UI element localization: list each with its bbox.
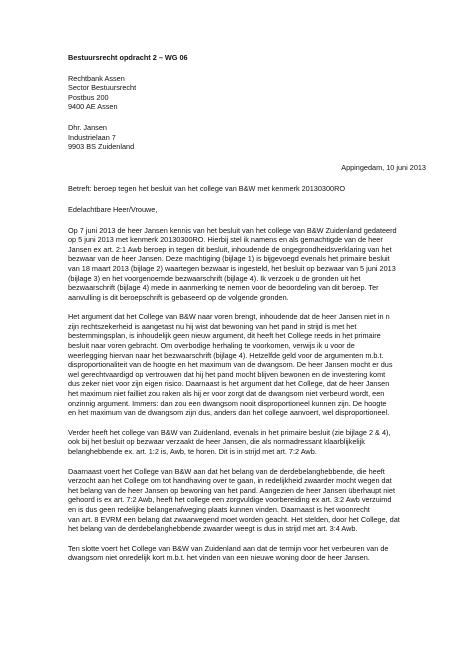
letter-subject: Betreft: beroep tegen het besluit van het college van B&W met kenmerk 20130300RO xyxy=(68,184,346,194)
sender-line: Industrielaan 7 xyxy=(68,132,116,142)
recipient-line: Sector Bestuursrecht xyxy=(68,83,137,93)
paragraph-line: het belang van de derdebelanghebbende zwaarder weegt is dus in strijd met art. 3:4 Awb. xyxy=(68,524,358,534)
paragraph-line: en is dus geen redelijke belangenafweging plaats kunnen vinden. Daarnaast is het woonrecht xyxy=(68,504,370,514)
paragraph-line: (bijlage 3) en het voorgenoemde bezwaarschrift (bijlage 4). Ik verzoek u de gronden uit het xyxy=(68,273,361,283)
paragraph-line: Jansen ex art. 2:1 Awb beroep in tegen dit besluit, inhoudende de ongegrondheidsverklaring van het xyxy=(68,244,392,254)
paragraph-line: belanghebbende ex. art. 1:2 is, Awb, te horen. Dit is in strijd met art. 7:2 Awb. xyxy=(68,447,317,456)
paragraph-line: dwangsom niet onredelijk kort m.b.t. het vinden van een nieuwe woning door de heer Jansen. xyxy=(68,553,370,563)
paragraph-line: ook bij het besluit op bezwaar verzaakt de heer Jansen, die als normadressant klaarblijkelijk xyxy=(68,437,365,447)
recipient-address xyxy=(68,74,426,112)
recipient-line: Rechtbank Assen xyxy=(68,73,125,83)
paragraph-line: onzinnig argument. Immers: dan zou een dwangsom nooit disproportioneel kunnen zijn. De hoogte xyxy=(68,398,387,408)
paragraph-line: op 5 juni 2013 met kenmerk 20130300RO. Hierbij stel ik namens en als gemachtigde van de heer xyxy=(68,235,383,245)
paragraph-line: Het argument dat het College van B&W naar voren brengt, inhoudende dat de heer Jansen niet in n xyxy=(68,312,390,322)
paragraph-line: verzocht aan het College om tot handhaving over te gaan, in redelijkheid zwaarder mocht wegen dat xyxy=(68,476,392,486)
paragraph-line: weerlegging hiervan naar het bezwaarschrift (bijlage 4). Hetzelfde geld voor de argumenten m.b.t. xyxy=(68,350,384,360)
recipient-line: 9400 AE Assen xyxy=(68,102,118,112)
paragraph-line: gehoord is ex art. 7:2 Awb, heeft het college een zorgvuldige voorbereiding ex art. 3:2 Awb verzuimd xyxy=(68,495,392,505)
paragraph-line: bezwaar van de heer Jansen. Deze machtiging (bijlage 1) is bijgevoegd evenals het primaire besluit xyxy=(68,254,390,264)
paragraph-line: bezwaarschrift (bijlage 4) mede in aanmerking te nemen voor de beoordeling van dit beroep. Ter xyxy=(68,283,379,293)
paragraph-line: het maximum niet failliet zou raken als hij er voor zorgt dat de dwangsom niet verbeurd wordt, een xyxy=(68,389,385,399)
paragraph-line: disproportionaliteit van de hoogte en het maximum van de dwangsom. De heer Jansen mocht er dus xyxy=(68,360,393,370)
letter-date: Appingedam, 10 juni 2013 xyxy=(341,162,426,172)
paragraph-line: besluit naar voren gebracht. Om overbodige herhaling te voorkomen, verwijs ik u voor de xyxy=(68,341,355,351)
paragraph-line: van art. 8 EVRM een belang dat zwaarwegend moet worden geacht. Het stelden, door het College, dat xyxy=(68,514,400,524)
paragraph-line: wel gerechtvaardigd op vertrouwen dat hij het pand mocht blijven bewonen en de investering komt xyxy=(68,369,386,379)
sender-line: Dhr. Jansen xyxy=(68,122,107,132)
body-paragraph xyxy=(68,312,426,418)
letter-body xyxy=(68,226,426,563)
paragraph-line: zijn rechtszekerheid is aangetast nu hij wist dat bewoning van het pand in strijd is met het xyxy=(68,321,357,331)
paragraph-line: dus zeker niet voor zijn eigen risico. Daarnaast is het argument dat het College, dat de heer Jansen xyxy=(68,379,390,389)
paragraph-line: bestemmingsplan, is inhoudelijk geen nieuw argument, dit heeft het College reeds in het primaire xyxy=(68,331,381,341)
paragraph-line: Verder heeft het college van B&W van Zuidenland, evenals in het primaire besluit (zie bijlage 2 & 4), xyxy=(68,427,391,437)
document-title: Bestuursrecht opdracht 2 – WG 06 xyxy=(68,53,188,62)
paragraph-line: Op 7 juni 2013 de heer Jansen kennis van het besluit van het college van B&W Zuidenland gedateerd xyxy=(68,225,397,235)
paragraph-line: Ten slotte voert het College van B&W van Zuidenland aan dat de termijn voor het verbeuren van de xyxy=(68,543,389,553)
salutation: Edelachtbare Heer/Vrouwe, xyxy=(68,204,158,214)
body-paragraph xyxy=(68,544,426,563)
paragraph-line: het belang van de heer Jansen op bewoning van het pand. Aangezien de heer Jansen überhaupt niet xyxy=(68,485,395,495)
paragraph-line: Daarnaast voert het College van B&W aan dat het belang van de derdebelanghebbende, die heeft xyxy=(68,466,385,476)
paragraph-line: en het maximum van de dwangsom zijn dus, anders dan het college aanvoert, wel disproportioneel. xyxy=(68,408,390,418)
paragraph-line: aanvulling is dit beroepschrift is gebaseerd op de volgende gronden. xyxy=(68,292,289,302)
paragraph-line: van 18 maart 2013 (bijlage 2) waartegen bezwaar is ingesteld, het besluit op bezwaar van 5 juni 2013 xyxy=(68,263,396,273)
body-paragraph xyxy=(68,428,426,457)
body-paragraph xyxy=(68,226,426,303)
recipient-line: Postbus 200 xyxy=(68,92,109,102)
sender-address xyxy=(68,123,426,152)
sender-line: 9903 BS Zuidenland xyxy=(68,142,135,152)
body-paragraph xyxy=(68,467,426,534)
